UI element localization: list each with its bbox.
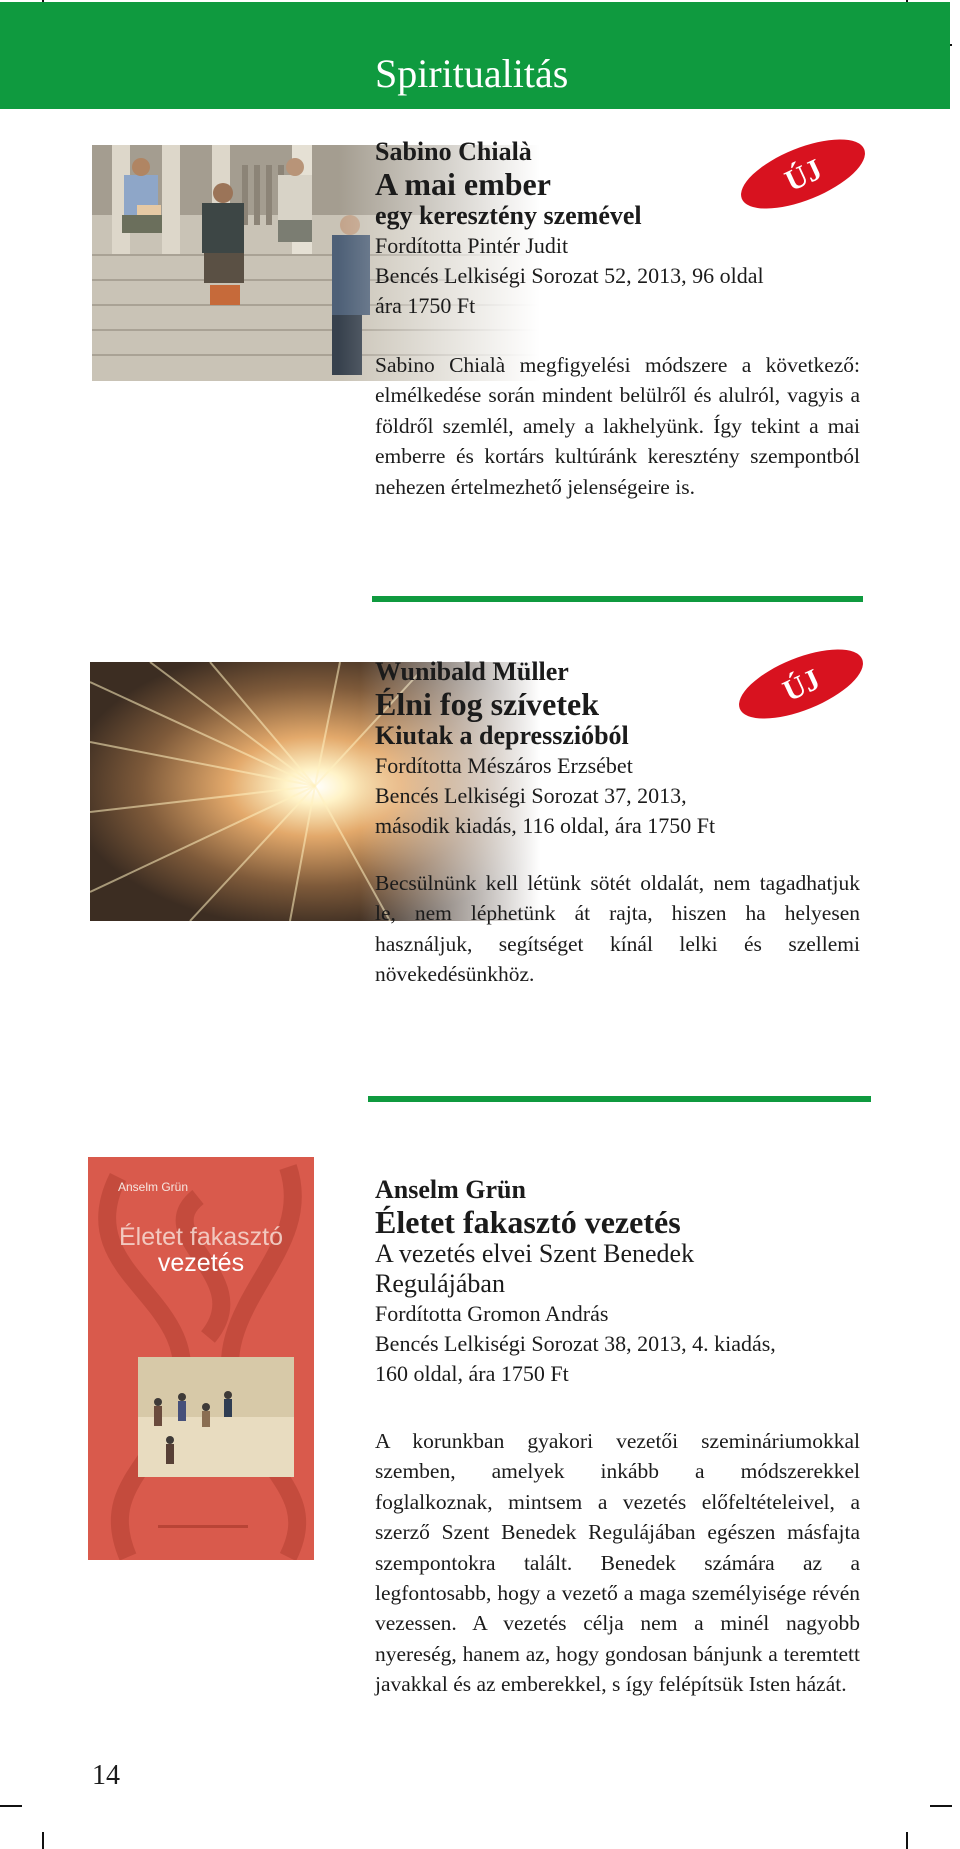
crop-mark	[0, 1805, 22, 1807]
book-subtitle: Kiutak a depresszióból	[375, 721, 629, 750]
book-translator: Fordította Pintér Judit	[375, 233, 569, 258]
book-title: Életet fakasztó vezetés	[375, 1204, 681, 1240]
book-entry	[375, 657, 860, 841]
book-subtitle: A vezetés elvei Szent Benedek	[375, 1239, 695, 1268]
book-entry	[375, 137, 860, 321]
book-description: Sabino Chialà megfigyelési módszere a következő: elmélkedése során mindent belülről és alulról, vagyis a földről szemlél, amely a lakhelyünk. Így tekint a mai emberre és kortárs kultúránk keresztény szempontból nehezen értelmezhető jelenségeire is.	[375, 353, 860, 499]
book-description: A korunkban gyakori vezetői szemináriumokkal szemben, amelyek inkább a módszerekkel foglalkoznak, mintsem a vezetés előfeltételeivel, a szerző Szent Benedek Regulájában egészen másfajta szempontokra talált. Benedek számára az a legfontosabb, hogy a vezető a maga személyisége révén vezessen. A vezetés célja nem a minél nagyobb nyereség, hanem az, hogy gondosan bánjunk a teremtett javakkal és az emberekkel, s így felépítsük Isten házát.	[375, 1429, 860, 1697]
book-description: Becsülnünk kell létünk sötét oldalát, nem tagadhatjuk le, nem léphetünk át rajta, hiszen ha helyesen használjuk, segítséget kínál lelki és szellemi növekedésünkhöz.	[375, 871, 860, 987]
crop-mark	[42, 1832, 44, 1849]
section-title: Spiritualitás	[375, 51, 569, 96]
section-header-band	[0, 2, 950, 109]
cover-title-line1: Életet fakasztó	[119, 1223, 283, 1251]
section-divider	[368, 1096, 871, 1102]
section-divider	[372, 596, 863, 602]
book-subtitle: egy keresztény szemével	[375, 201, 642, 230]
book-author: Anselm Grün	[375, 1175, 526, 1204]
book-author: Wunibald Müller	[375, 657, 569, 686]
crop-mark	[906, 1832, 908, 1849]
crop-mark	[930, 1805, 952, 1807]
book-series: Bencés Lelkiségi Sorozat 52, 2013, 96 oldal	[375, 263, 764, 288]
book-translator: Fordította Mészáros Erzsébet	[375, 753, 633, 778]
book-author: Sabino Chialà	[375, 137, 532, 166]
book-subtitle-cont: Regulájában	[375, 1269, 505, 1298]
book-series: Bencés Lelkiségi Sorozat 38, 2013, 4. kiadás,	[375, 1331, 776, 1356]
cover-author: Anselm Grün	[118, 1180, 189, 1194]
page-number: 14	[92, 1760, 120, 1791]
book-series: Bencés Lelkiségi Sorozat 37, 2013,	[375, 783, 687, 808]
book-entry	[375, 1175, 860, 1389]
book-price: ára 1750 Ft	[375, 293, 476, 318]
new-badge-label: ÚJ	[780, 152, 828, 199]
book-price: második kiadás, 116 oldal, ára 1750 Ft	[375, 813, 716, 838]
book-title: Élni fog szívetek	[375, 686, 599, 722]
cover-title-line2: vezetés	[157, 1249, 245, 1277]
book-cover	[88, 1157, 314, 1560]
new-badge-label: ÚJ	[778, 662, 826, 709]
book-translator: Fordította Gromon András	[375, 1301, 609, 1326]
book-title: A mai ember	[375, 166, 551, 202]
book-price: 160 oldal, ára 1750 Ft	[375, 1361, 569, 1386]
